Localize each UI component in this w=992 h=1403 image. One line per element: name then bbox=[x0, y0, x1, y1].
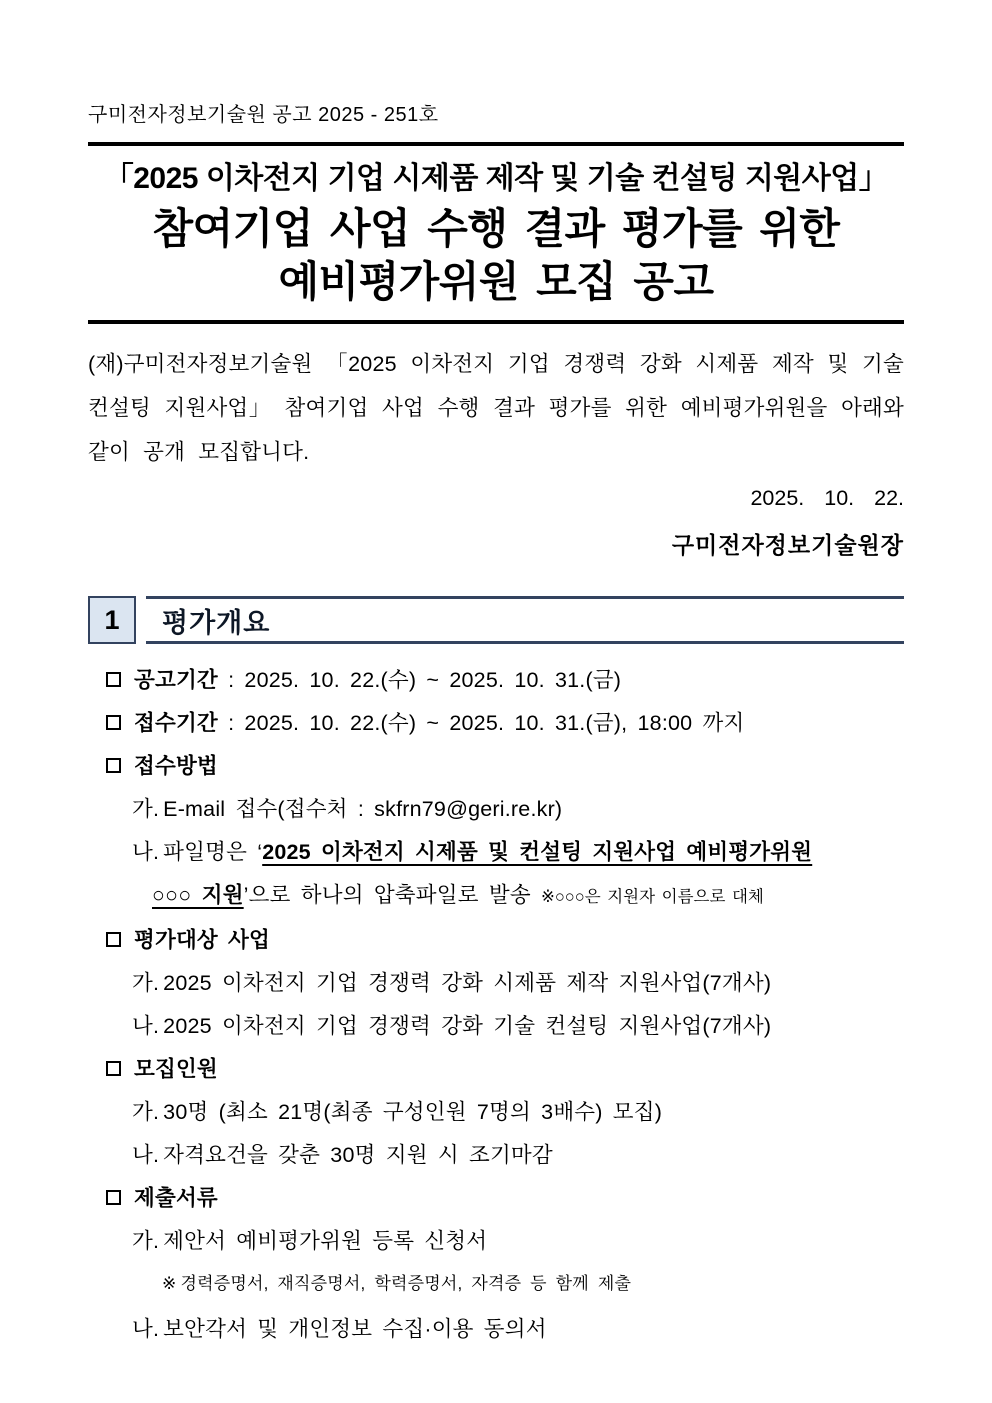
square-bullet-icon bbox=[106, 932, 121, 947]
item-prefix: 나. bbox=[132, 1143, 160, 1167]
item-text: 2025 이차전지 기업 경쟁력 강화 기술 컨설팅 지원사업(7개사) bbox=[163, 1014, 772, 1038]
sub-item-documents-b bbox=[88, 1315, 904, 1343]
list-item-application-period bbox=[88, 709, 904, 737]
list-item-recruitment-count bbox=[88, 1055, 904, 1083]
item-text-post: ’으로 하나의 압축파일로 발송 bbox=[243, 883, 531, 907]
list-item-announcement-period bbox=[88, 666, 904, 694]
sub-item-email bbox=[88, 795, 904, 823]
square-bullet-icon bbox=[106, 672, 121, 687]
document-title-line1: 「2025 이차전지 기업 시제품 제작 및 기술 컨설팅 지원사업」 bbox=[103, 162, 889, 195]
item-text: E-mail 접수(접수처 : skfrn79@geri.re.kr) bbox=[163, 797, 563, 821]
item-prefix: 나. bbox=[132, 1317, 160, 1341]
sub-item-target-a bbox=[88, 969, 904, 997]
item-prefix: 나. bbox=[132, 840, 160, 864]
sub-item-documents-note bbox=[88, 1270, 904, 1298]
item-prefix: 가. bbox=[132, 971, 160, 995]
item-prefix: ※ bbox=[162, 1274, 177, 1293]
sub-item-documents-a bbox=[88, 1227, 904, 1255]
signer-title: 구미전자정보기술원장 bbox=[671, 532, 904, 558]
item-prefix: 가. bbox=[132, 797, 160, 821]
list-item-application-method bbox=[88, 752, 904, 780]
item-text-pre: 파일명은 ‘ bbox=[163, 840, 263, 864]
notice-number: 구미전자정보기술원 공고 2025 - 251호 bbox=[88, 104, 439, 126]
sub-item-filename-continued bbox=[88, 881, 904, 911]
item-note: ※○○○은 지원자 이름으로 대체 bbox=[541, 888, 764, 906]
sub-item-count-a bbox=[88, 1098, 904, 1126]
intro-paragraph: (재)구미전자정보기술원 「2025 이차전지 기업 경쟁력 강화 시제품 제작 및 기술 컨설팅 지원사업」 참여기업 사업 수행 결과 평가를 위한 예비평가위원을 아래와 같이 공개 모집합니다. bbox=[88, 352, 904, 464]
item-prefix: 가. bbox=[132, 1100, 160, 1124]
item-label: 제출서류 bbox=[134, 1186, 218, 1210]
square-bullet-icon bbox=[106, 1190, 121, 1205]
square-bullet-icon bbox=[106, 1061, 121, 1076]
item-label: 공고기간 bbox=[134, 668, 218, 692]
item-text: 2025 이차전지 기업 경쟁력 강화 시제품 제작 지원사업(7개사) bbox=[163, 971, 772, 995]
item-prefix: 가. bbox=[132, 1229, 160, 1253]
sub-item-count-b bbox=[88, 1141, 904, 1169]
item-prefix: 나. bbox=[132, 1014, 160, 1038]
section-header bbox=[88, 596, 904, 644]
square-bullet-icon bbox=[106, 758, 121, 773]
section-number-box: 1 bbox=[88, 596, 136, 644]
item-label: 모집인원 bbox=[134, 1057, 218, 1081]
section-content bbox=[88, 666, 904, 1343]
item-text: 자격요건을 갖춘 30명 지원 시 조기마감 bbox=[163, 1143, 553, 1167]
square-bullet-icon bbox=[106, 715, 121, 730]
item-text: 경력증명서, 재직증명서, 학력증명서, 자격증 등 함께 제출 bbox=[180, 1274, 632, 1293]
sub-item-filename bbox=[88, 838, 904, 866]
item-text-bold-underline: 2025 이차전지 시제품 및 컨설팅 지원사업 예비평가위원 bbox=[262, 840, 813, 864]
announcement-date: 2025. 10. 22. bbox=[750, 486, 904, 510]
item-text: 보안각서 및 개인정보 수집·이용 동의서 bbox=[163, 1317, 547, 1341]
document-title-line3: 예비평가위원 모집 공고 bbox=[278, 258, 714, 305]
item-text: : 2025. 10. 22.(수) ~ 2025. 10. 31.(금) bbox=[228, 668, 622, 692]
item-text: 30명 (최소 21명(최종 구성인원 7명의 3배수) 모집) bbox=[163, 1100, 663, 1124]
list-item-evaluation-target bbox=[88, 926, 904, 954]
double-rule-bottom bbox=[88, 320, 904, 324]
item-label: 평가대상 사업 bbox=[134, 928, 270, 952]
document-title bbox=[88, 146, 904, 320]
document-title-line2: 참여기업 사업 수행 결과 평가를 위한 bbox=[152, 205, 840, 252]
sub-item-target-b bbox=[88, 1012, 904, 1040]
item-label: 접수기간 bbox=[134, 711, 218, 735]
list-item-documents bbox=[88, 1184, 904, 1212]
section-title: 평가개요 bbox=[146, 596, 904, 644]
item-label: 접수방법 bbox=[134, 754, 218, 778]
item-text: : 2025. 10. 22.(수) ~ 2025. 10. 31.(금), 18:00 까지 bbox=[228, 711, 745, 735]
item-text-bold-underline: ○○○ 지원 bbox=[152, 883, 244, 907]
item-text: 제안서 예비평가위원 등록 신청서 bbox=[163, 1229, 488, 1253]
